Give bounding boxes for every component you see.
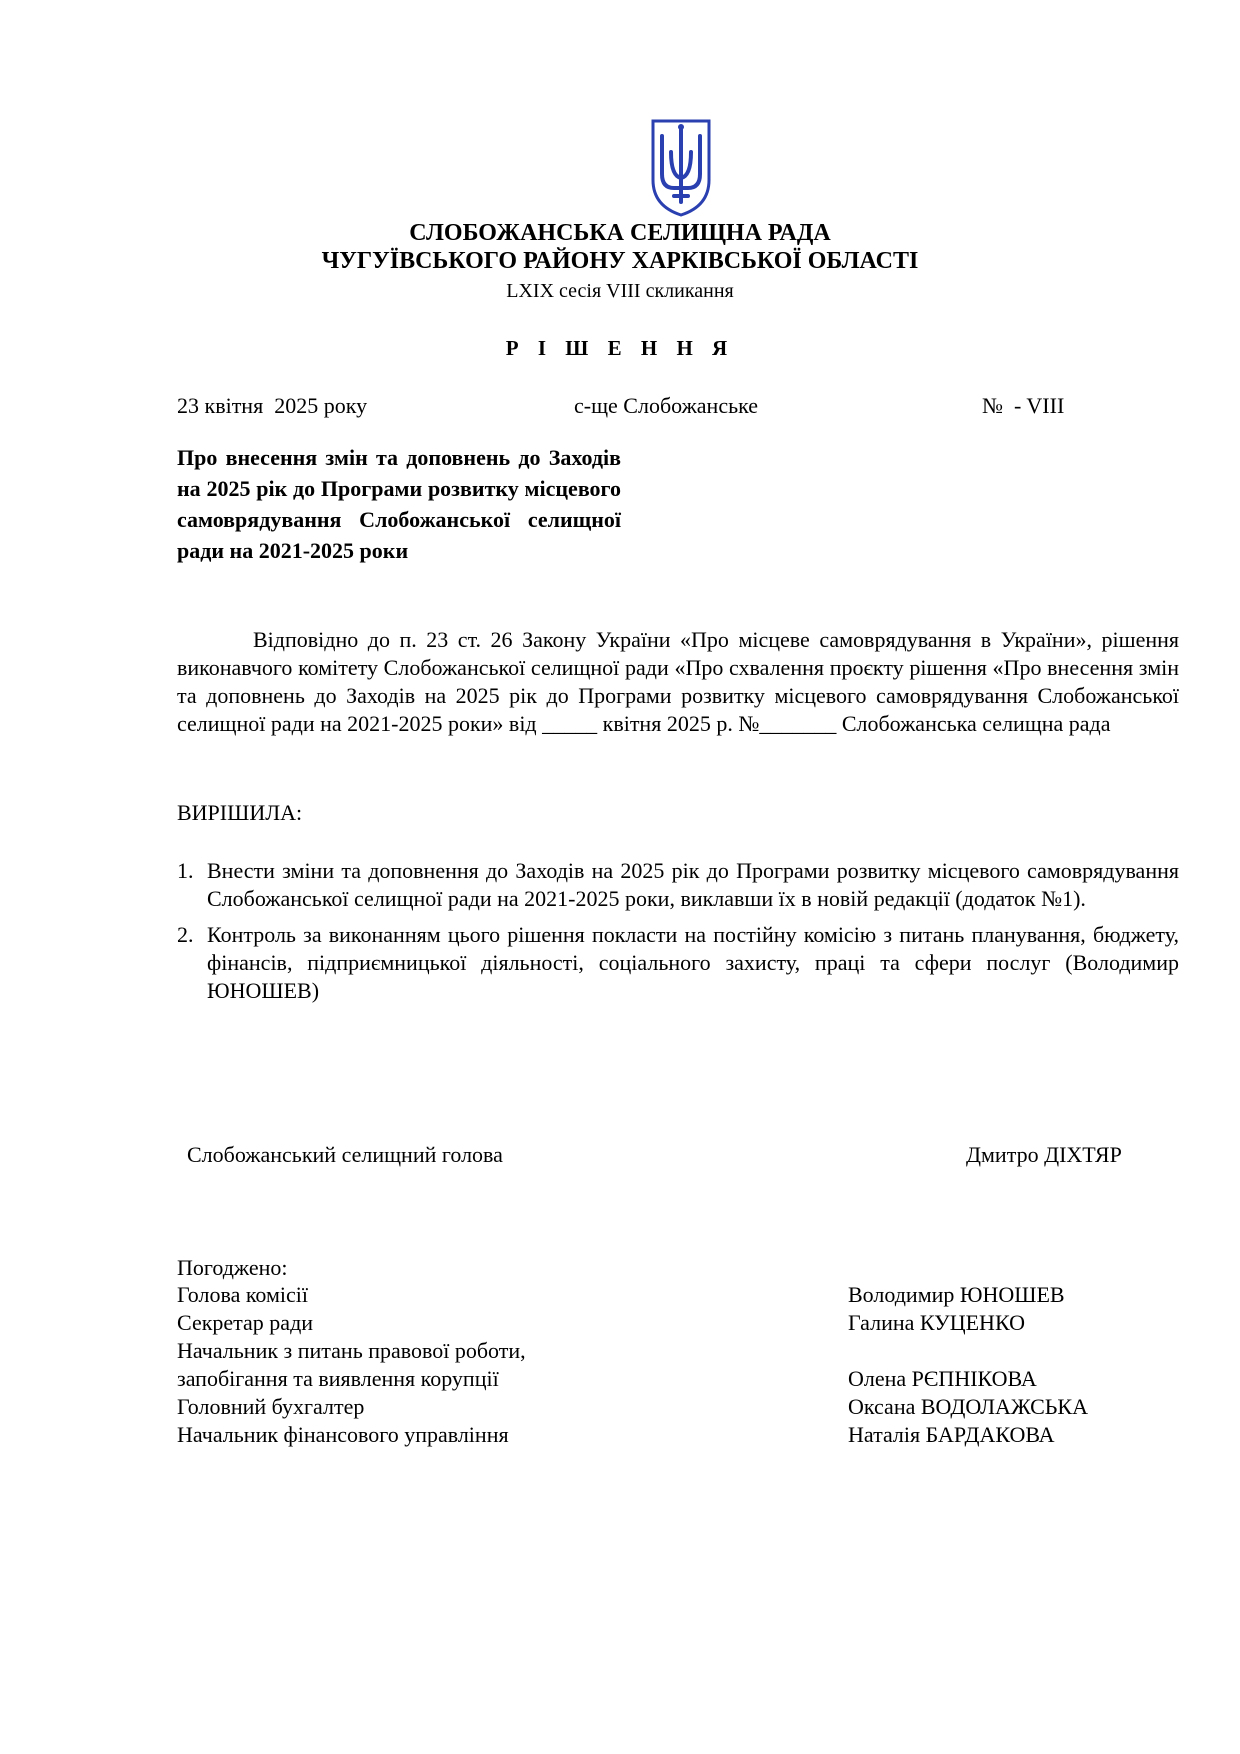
coat-of-arms-icon [650,118,712,218]
agreed-position: Начальник з питань правової роботи, [177,1338,526,1363]
decision-items [177,857,1179,1013]
council-name: СЛОБОЖАНСЬКА СЕЛИЩНА РАДА [409,220,831,246]
agreed-name: Олена РЄПНІКОВА [848,1366,1037,1391]
signatory-position: Слобожанський селищний голова [187,1142,503,1167]
item-number: 2. [177,922,194,947]
agreed-name: Галина КУЦЕНКО [848,1310,1025,1335]
agreed-position: Голова комісії [177,1282,309,1307]
preamble-text: Відповідно до п. 23 ст. 26 Закону України «Про місцеве самоврядування в України», рішення виконавчого комітету Слобожанської селищної ради «Про схвалення проєкту рішення «Про внесення змін та доповнень до Заходів на 2025 рік до Програми розвитку місцевого самоврядування Слобожанської селищної ради на 2021-2025 роки» від _____ квітня 2025 р. №_______ Слобожанська селищна рада [177,627,1179,736]
agreed-name: Володимир ЮНОШЕВ [848,1282,1065,1307]
decision-item [177,857,1179,913]
agreed-position: Головний бухгалтер [177,1394,365,1419]
item-text: Контроль за виконанням цього рішення покласти на постійну комісію з питань планування, бюджету, фінансів, підприємницької діяльності, соціального захисту, праці та сфери послуг (Володимир ЮНОШЕВ) [207,922,1179,1003]
agreed-name: Оксана ВОДОЛАЖСЬКА [848,1394,1088,1419]
item-number: 1. [177,858,194,883]
resolved-heading: ВИРІШИЛА: [177,800,303,825]
document-type: Р І Ш Е Н Н Я [505,336,735,360]
item-text: Внести зміни та доповнення до Заходів на 2025 рік до Програми розвитку місцевого самоврядування Слобожанської селищної ради на 2021-2025 роки, виклавши їх в новій редакції (додаток №1). [207,858,1179,911]
signatory-name: Дмитро ДІХТЯР [966,1142,1122,1167]
agreed-position: Секретар ради [177,1310,314,1335]
district-name: ЧУГУЇВСЬКОГО РАЙОНУ ХАРКІВСЬКОЇ ОБЛАСТІ [321,248,919,274]
decision-date: 23 квітня 2025 року [177,393,368,418]
decision-place: с-ще Слобожанське [574,393,759,418]
agreed-name: Наталія БАРДАКОВА [848,1422,1055,1447]
session-info: LXIX сесія VIII скликання [506,280,734,302]
agreed-position: запобігання та виявлення корупції [177,1366,499,1391]
agreed-position: Начальник фінансового управління [177,1422,509,1447]
decision-item [177,921,1179,1005]
decision-number: № - VIII [982,393,1065,418]
decision-title: Про внесення змін та доповнень до Заходів на 2025 рік до Програми розвитку місцевого самоврядування Слобожанської селищної ради на 2021-2025 роки [177,445,621,563]
agreed-label: Погоджено: [177,1255,288,1280]
